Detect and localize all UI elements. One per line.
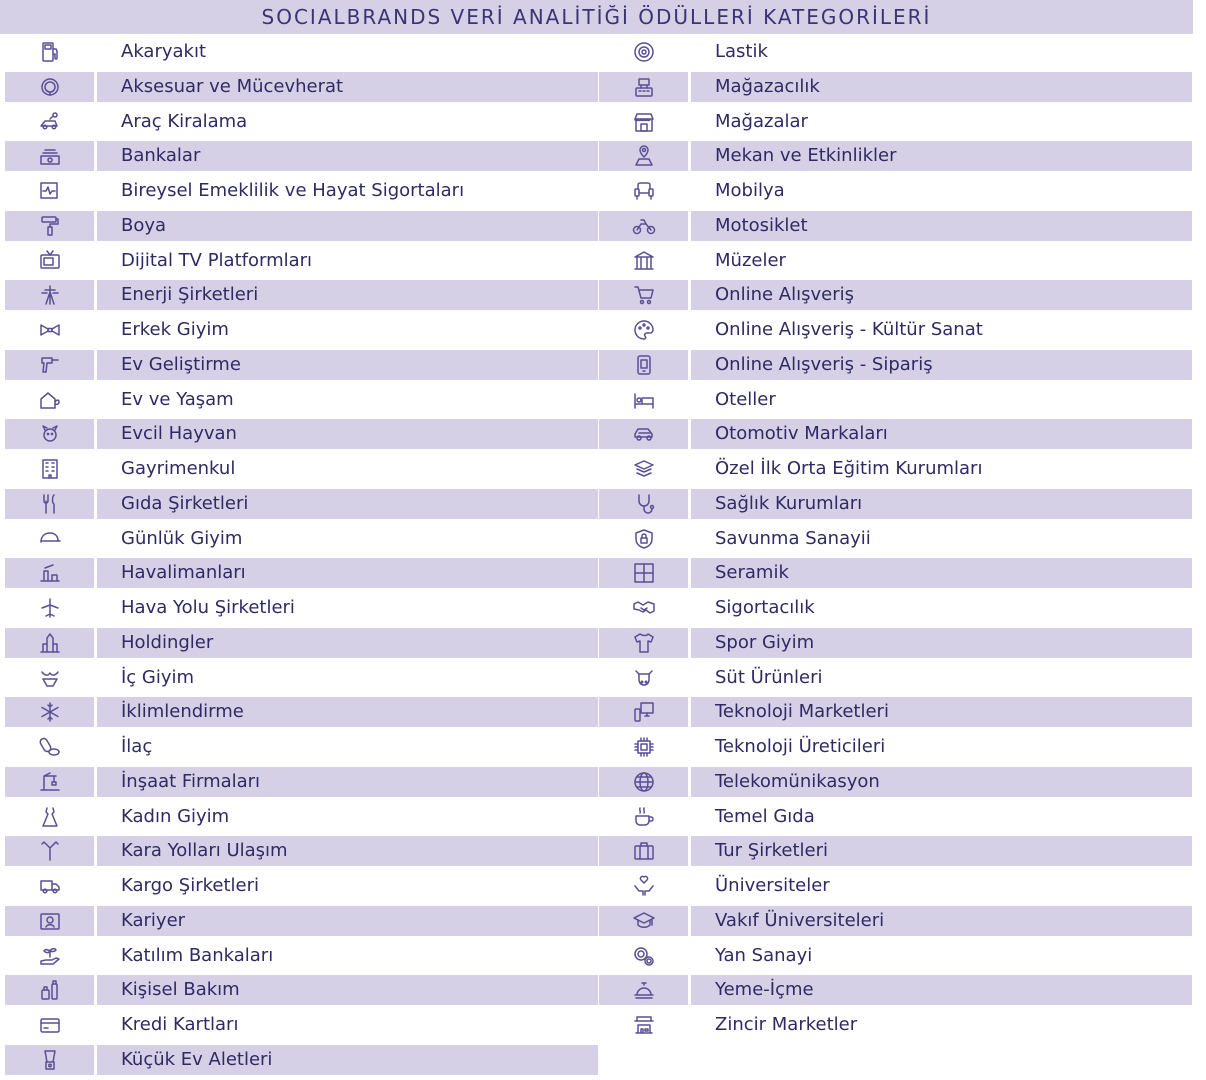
category-icon-cell [5, 454, 94, 484]
car-key-icon [38, 110, 62, 134]
pet-icon [38, 422, 62, 446]
category-label: Zincir Marketler [715, 1014, 858, 1035]
category-label: Erkek Giyim [121, 319, 229, 340]
category-icon-cell [599, 489, 688, 519]
category-label: Özel İlk Orta Eğitim Kurumları [715, 458, 983, 479]
category-label: Araç Kiralama [121, 110, 248, 132]
category-icon-cell [599, 246, 688, 276]
lingerie-icon [38, 666, 62, 690]
mobile-phone-icon [632, 353, 656, 377]
category-icon-cell [599, 385, 688, 415]
category-label: Ev Geliştirme [97, 350, 598, 380]
category-icon-cell [599, 1010, 688, 1040]
category-icon-cell [5, 558, 94, 588]
cow-icon [632, 666, 656, 690]
category-icon-cell [5, 975, 94, 1005]
graduation-cap-icon [632, 909, 656, 933]
category-label: Teknoloji Üreticileri [715, 736, 886, 757]
category-icon-cell [5, 385, 94, 415]
category-label: Enerji Şirketleri [97, 280, 598, 310]
category-label: Küçük Ev Aletleri [97, 1045, 598, 1075]
cosmetics-icon [38, 978, 62, 1002]
category-label: Yan Sanayi [715, 944, 813, 966]
category-icon-cell [599, 836, 688, 866]
category-label: Katılım Bankaları [121, 944, 274, 966]
category-icon-cell [5, 802, 94, 832]
category-icon-cell [599, 941, 688, 971]
category-label: Müzeler [715, 249, 786, 271]
category-icon-cell [599, 141, 688, 171]
category-icon-cell [5, 489, 94, 519]
category-icon-cell [599, 419, 688, 449]
category-icon-cell [5, 37, 94, 67]
category-icon-cell [5, 315, 94, 345]
crane-icon [38, 770, 62, 794]
category-label: Telekomünikasyon [691, 767, 1192, 797]
category-label: Bankalar [97, 141, 598, 171]
cash-register-icon [632, 75, 656, 99]
category-label: Kargo Şirketleri [121, 875, 259, 896]
category-icon-cell [5, 1010, 94, 1040]
bow-tie-icon [38, 318, 62, 342]
category-icon-cell [599, 350, 688, 380]
category-icon-cell [5, 941, 94, 971]
stethoscope-icon [632, 492, 656, 516]
category-icon-cell [599, 593, 688, 623]
car-icon [632, 422, 656, 446]
category-icon-cell [599, 315, 688, 345]
category-icon-cell [599, 802, 688, 832]
category-label: İlaç [121, 736, 153, 757]
category-label: Gayrimenkul [121, 458, 236, 479]
category-icon-cell [5, 593, 94, 623]
jersey-icon [632, 631, 656, 655]
books-icon [632, 457, 656, 481]
dress-icon [38, 805, 62, 829]
category-icon-cell [599, 107, 688, 137]
museum-icon [632, 249, 656, 273]
globe-icon [632, 770, 656, 794]
pill-icon [38, 735, 62, 759]
category-label: Kara Yolları Ulaşım [97, 836, 598, 866]
health-chart-icon [38, 179, 62, 203]
category-label: Dijital TV Platformları [121, 249, 313, 271]
category-label: İklimlendirme [97, 697, 598, 727]
map-pin-icon [632, 144, 656, 168]
home-plant-icon [38, 388, 62, 412]
storefront-icon [632, 110, 656, 134]
category-label: Online Alışveriş [691, 280, 1192, 310]
devices-icon [632, 700, 656, 724]
category-label: Holdingler [97, 628, 598, 658]
category-label: Günlük Giyim [121, 527, 243, 549]
category-label: Tur Şirketleri [691, 836, 1192, 866]
category-icon-cell [5, 72, 94, 102]
category-icon-cell [599, 524, 688, 554]
tv-icon [38, 249, 62, 273]
category-label: Lastik [715, 41, 768, 62]
category-label: Aksesuar ve Mücevherat [97, 72, 598, 102]
paint-roller-icon [38, 214, 62, 238]
id-card-icon [38, 909, 62, 933]
shopping-cart-icon [632, 283, 656, 307]
power-lines-icon [38, 283, 62, 307]
category-label: Online Alışveriş - Sipariş [691, 350, 1192, 380]
category-label: Temel Gıda [715, 805, 815, 827]
motorcycle-icon [632, 214, 656, 238]
category-icon-cell [5, 697, 94, 727]
category-label: Akaryakıt [121, 41, 207, 62]
category-icon-cell [599, 767, 688, 797]
plant-hand-icon [38, 944, 62, 968]
category-icon-cell [5, 141, 94, 171]
road-arrows-icon [38, 839, 62, 863]
tiles-icon [632, 561, 656, 585]
category-label: Yeme-İçme [691, 975, 1192, 1005]
handshake-icon [632, 596, 656, 620]
category-icon-cell [5, 350, 94, 380]
category-label: Mağazacılık [691, 72, 1192, 102]
category-icon-cell [5, 211, 94, 241]
page-title: SOCIALBRANDS VERİ ANALİTİĞİ ÖDÜLLERİ KATEGORİLERİ [0, 0, 1193, 34]
category-icon-cell [599, 558, 688, 588]
delivery-truck-icon [38, 874, 62, 898]
category-label: Bireysel Emeklilik ve Hayat Sigortaları [121, 180, 465, 201]
category-label: Oteller [715, 388, 776, 410]
gears-icon [632, 944, 656, 968]
category-icon-cell [5, 732, 94, 762]
category-label: Gıda Şirketleri [97, 489, 598, 519]
chip-icon [632, 735, 656, 759]
category-label: Online Alışveriş - Kültür Sanat [715, 319, 983, 340]
category-label: İç Giyim [121, 666, 195, 688]
category-label: Kariyer [97, 906, 598, 936]
category-label: Havalimanları [97, 558, 598, 588]
suitcase-icon [632, 839, 656, 863]
category-icon-cell [599, 454, 688, 484]
fuel-pump-icon [38, 40, 62, 64]
category-icon-cell [5, 1045, 94, 1075]
category-label: Üniversiteler [715, 875, 830, 896]
category-label: Sağlık Kurumları [691, 489, 1192, 519]
category-label: Ev ve Yaşam [121, 388, 234, 410]
palette-icon [632, 318, 656, 342]
necklace-icon [38, 75, 62, 99]
category-label: Hava Yolu Şirketleri [121, 597, 295, 618]
hands-care-icon [632, 874, 656, 898]
cutlery-icon [38, 492, 62, 516]
category-icon-cell [599, 628, 688, 658]
category-icon-cell [599, 975, 688, 1005]
category-icon-cell [5, 246, 94, 276]
category-label: Mekan ve Etkinlikler [691, 141, 1192, 171]
category-icon-cell [599, 280, 688, 310]
drill-icon [38, 353, 62, 377]
category-icon-cell [5, 176, 94, 206]
hot-cup-icon [632, 805, 656, 829]
category-icon-cell [5, 107, 94, 137]
category-icon-cell [599, 176, 688, 206]
airport-icon [38, 561, 62, 585]
skyscraper-icon [38, 631, 62, 655]
building-icon [38, 457, 62, 481]
category-label: Mobilya [715, 180, 785, 201]
category-label: Teknoloji Marketleri [691, 697, 1192, 727]
category-label: Motosiklet [691, 211, 1192, 241]
category-label: Boya [97, 211, 598, 241]
category-label: İnşaat Firmaları [97, 767, 598, 797]
category-label: Seramik [691, 558, 1192, 588]
category-icon-cell [599, 72, 688, 102]
category-label: Savunma Sanayii [715, 527, 871, 549]
armchair-icon [632, 179, 656, 203]
category-label: Vakıf Üniversiteleri [691, 906, 1192, 936]
category-label: Mağazalar [715, 110, 808, 132]
category-label: Sigortacılık [715, 597, 815, 618]
category-icon-cell [599, 663, 688, 693]
cap-icon [38, 527, 62, 551]
category-label: Kişisel Bakım [97, 975, 598, 1005]
category-label: Spor Giyim [691, 628, 1192, 658]
airplane-icon [38, 596, 62, 620]
category-icon-cell [5, 871, 94, 901]
bed-icon [632, 388, 656, 412]
blender-icon [38, 1048, 62, 1072]
food-cloche-icon [632, 978, 656, 1002]
category-icon-cell [599, 211, 688, 241]
credit-card-icon [38, 1013, 62, 1037]
category-icon-cell [5, 906, 94, 936]
category-icon-cell [5, 419, 94, 449]
category-label: Evcil Hayvan [97, 419, 598, 449]
category-label: Kadın Giyim [121, 805, 230, 827]
category-icon-cell [599, 37, 688, 67]
category-icon-cell [599, 732, 688, 762]
category-label: Kredi Kartları [121, 1014, 239, 1035]
category-label: Otomotiv Markaları [691, 419, 1192, 449]
category-icon-cell [599, 871, 688, 901]
snowflake-icon [38, 700, 62, 724]
category-icon-cell [5, 663, 94, 693]
category-icon-cell [5, 836, 94, 866]
tire-icon [632, 40, 656, 64]
bank-money-icon [38, 144, 62, 168]
category-icon-cell [5, 767, 94, 797]
category-label: Süt Ürünleri [715, 666, 823, 688]
category-icon-cell [5, 280, 94, 310]
shield-lock-icon [632, 527, 656, 551]
category-icon-cell [5, 628, 94, 658]
category-icon-cell [599, 697, 688, 727]
category-icon-cell [599, 906, 688, 936]
category-icon-cell [5, 524, 94, 554]
market-building-icon [632, 1013, 656, 1037]
